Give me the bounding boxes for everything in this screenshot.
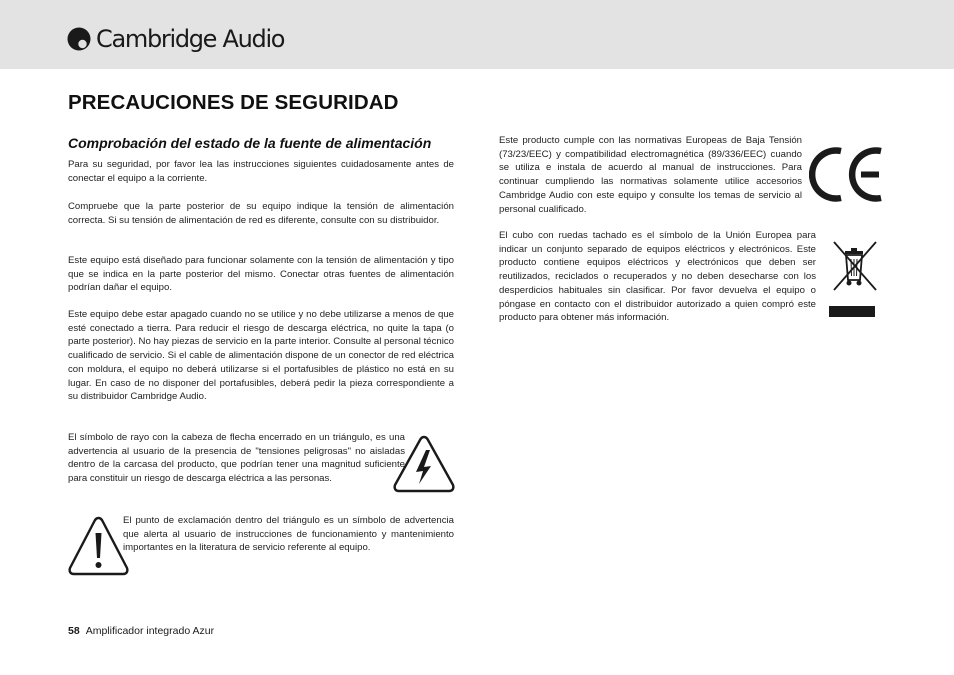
paragraph-check-voltage: Compruebe que la parte posterior de su equipo indique la tensión de alimentación correcta. Si su tensión de alimentación de red es diferente, consulte con su distribuidor. — [68, 201, 454, 226]
ce-mark-icon — [809, 145, 886, 204]
weee-black-bar — [829, 306, 875, 317]
exclamation-warning-triangle-icon — [67, 515, 130, 576]
paragraph-exclamation-symbol: El punto de exclamación dentro del triángulo es un símbolo de advertencia que alerta al usuario de instrucciones de funcionamiento y mantenimiento importantes en la literatura de servicio referente al equipo. — [123, 515, 454, 554]
paragraph-ce-compliance: Este producto cumple con las normativas Europeas de Baja Tensión (73/23/EEC) y compatibilidad electromagnética (89/336/EEC) cuando se utiliza e instala de acuerdo al manual de instrucciones. Para continuar cumpliendo las normativas solamente utilice accesorios Cambridge Audio con este equipo y consulte los temas de servicio al personal cualificado. — [499, 135, 802, 215]
page-header — [0, 0, 954, 69]
brand-logo — [67, 22, 284, 56]
paragraph-lightning-symbol: El símbolo de rayo con la cabeza de flecha encerrado en un triángulo, es una advertencia al usuario de la presencia de "tensiones peligrosas" no aisladas dentro de la carcasa del producto, que podrían tener una magnitud suficiente para constituir un riesgo de descarga eléctrica a las personas. — [68, 432, 405, 485]
brand-name: Cambridge Audio — [96, 25, 285, 53]
page-footer — [68, 625, 214, 637]
cambridge-audio-logo-icon — [67, 27, 91, 51]
section-title: Comprobación del estado de la fuente de alimentación — [68, 135, 432, 151]
paragraph-grounding: Este equipo debe estar apagado cuando no se utilice y no debe utilizarse a menos de que esté conectado a tierra. Para reducir el riesgo de descarga eléctrica, no quite la tapa (o parte posterior). No hay piezas de servicio en la parte interior. Consulte al personal técnico cualificado de servicio. Si el cable de alimentación dispone de un conector de red eléctrica con moldura, el equipo no deberá utilizarse si el portafusibles de plástico no está en su lugar. En caso de no disponer del portafusibles, deberá pedir la pieza correspondiente a su distribuidor Cambridge Audio. — [68, 309, 454, 403]
product-name: Amplificador integrado Azur — [85, 625, 215, 637]
paragraph-safety-intro: Para su seguridad, por favor lea las instrucciones siguientes cuidadosamente antes de conectar el equipo a la corriente. — [68, 159, 454, 184]
page-number: 58 — [68, 625, 80, 637]
paragraph-supply-type: Este equipo está diseñado para funcionar solamente con la tensión de alimentación y tipo que se indica en la parte posterior del mismo. Conectar otras fuentes de alimentación podrían dañar el equipo. — [68, 255, 454, 294]
page-title: PRECAUCIONES DE SEGURIDAD — [68, 91, 399, 114]
paragraph-weee: El cubo con ruedas tachado es el símbolo de la Unión Europea para indicar un conjunto separado de equipos eléctricos y electrónicos. Este producto contiene equipos eléctricos y electrónicos que deben ser reutilizados, reciclados o recuperados y no deben desecharse con los desperdicios habituales sin clasificar. Por favor devuelva el equipo o póngase en contacto con el distribuidor autorizado a quien compró este producto para obtener más información. — [499, 230, 816, 324]
crossed-out-wheelie-bin-icon — [830, 240, 878, 292]
lightning-warning-triangle-icon — [392, 434, 456, 493]
